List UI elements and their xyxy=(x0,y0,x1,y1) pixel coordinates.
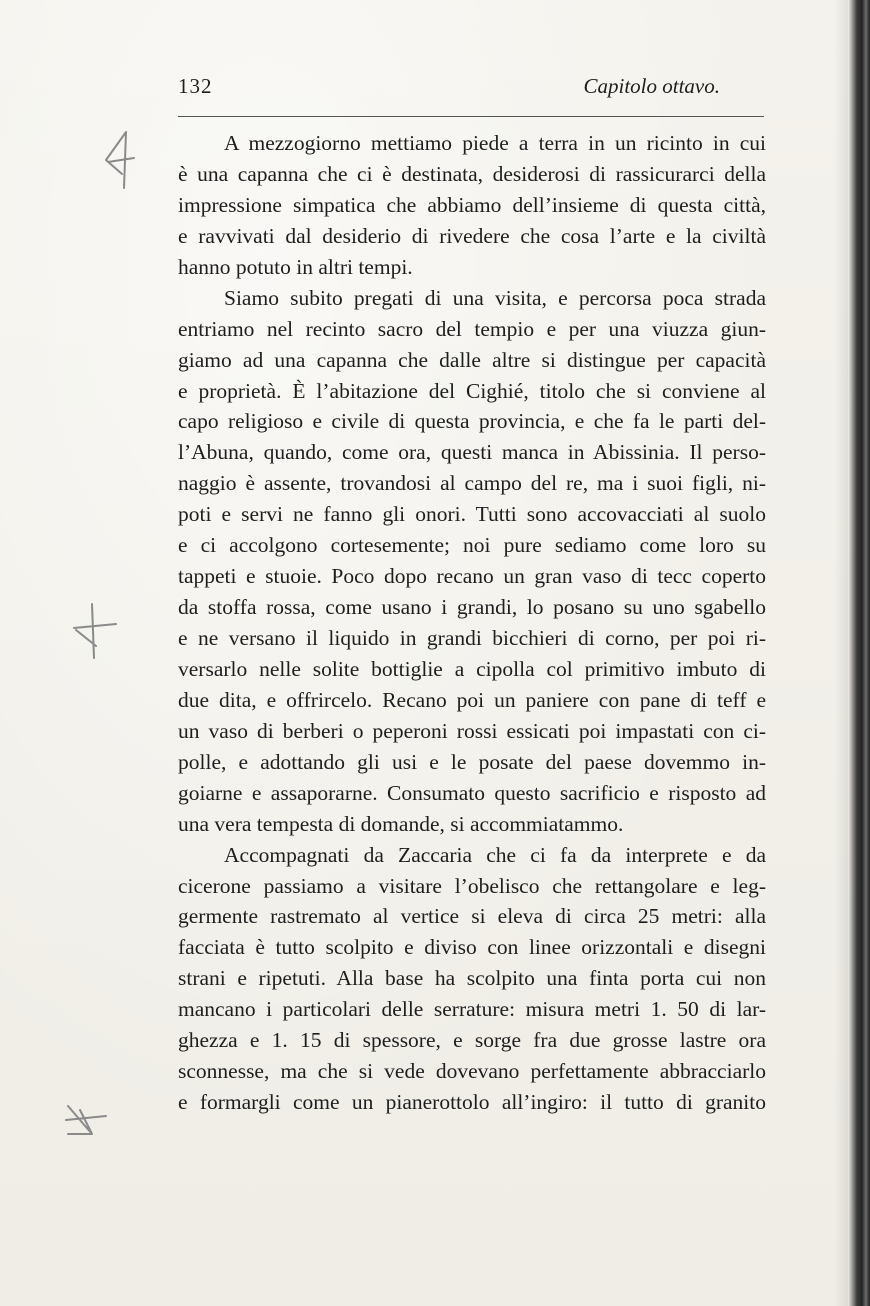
text-line: un vaso di berberi o peperoni rossi essicati poi impastati con ci- xyxy=(178,718,766,743)
pencil-mark-icon xyxy=(62,1100,112,1140)
text-line: germente rastremato al vertice si eleva di circa 25 metri: alla xyxy=(178,904,766,929)
text-line: Siamo subito pregati di una visita, e percorsa poca strada xyxy=(224,285,766,310)
text-line: naggio è assente, trovandosi al campo del re, ma i suoi figli, ni- xyxy=(178,471,766,496)
text-line: è una capanna che ci è destinata, desiderosi di rassicurarci della xyxy=(178,161,766,186)
pencil-mark-icon xyxy=(100,122,140,192)
text-line: una vera tempesta di domande, si accommiatammo. xyxy=(178,811,624,836)
text-line: e ravvivati dal desiderio di rivedere che cosa l’arte e la civiltà xyxy=(178,223,766,248)
text-line: A mezzogiorno mettiamo piede a terra in un ricinto in cui xyxy=(224,131,766,155)
body-text xyxy=(178,128,766,1118)
binding-shadow xyxy=(834,0,848,1306)
text-line: e proprietà. È l’abitazione del Cighié, titolo che si conviene al xyxy=(178,378,766,403)
pencil-mark-icon xyxy=(70,600,120,660)
text-line: hanno potuto in altri tempi. xyxy=(178,254,413,279)
chapter-title: Capitolo ottavo. xyxy=(583,74,720,98)
book-binding-edge xyxy=(848,0,870,1306)
text-line: cicerone passiamo a visitare l’obelisco che rettangolare e leg- xyxy=(178,873,766,898)
header-rule xyxy=(178,116,764,117)
text-line: entriamo nel recinto sacro del tempio e per una viuzza giun- xyxy=(178,316,766,341)
text-line: ghezza e 1. 15 di spessore, e sorge fra due grosse lastre ora xyxy=(178,1028,766,1053)
text-line: sconnesse, ma che si vede dovevano perfettamente abbracciarlo xyxy=(178,1059,766,1084)
running-head xyxy=(178,74,768,104)
text-line: e ci accolgono cortesemente; noi pure sediamo come loro su xyxy=(178,533,766,558)
text-line: facciata è tutto scolpito e diviso con linee orizzontali e disegni xyxy=(178,935,766,960)
text-line: Accompagnati da Zaccaria che ci fa da interprete e da xyxy=(224,842,766,867)
text-line: e ne versano il liquido in grandi bicchieri di corno, per poi ri- xyxy=(178,626,766,650)
text-line: poti e servi ne fanno gli onori. Tutti sono accovacciati al suolo xyxy=(178,502,766,527)
text-line: strani e ripetuti. Alla base ha scolpito una finta porta cui non xyxy=(178,966,766,991)
text-line: tappeti e stuoie. Poco dopo recano un gran vaso di tecc coperto xyxy=(178,564,766,589)
text-line: impressione simpatica che abbiamo dell’insieme di questa città, xyxy=(178,192,766,217)
text-line: goiarne e assaporarne. Consumato questo sacrificio e risposto ad xyxy=(178,780,766,805)
text-line: capo religioso e civile di questa provincia, e che fa le parti del- xyxy=(178,409,766,434)
text-line: mancano i particolari delle serrature: misura metri 1. 50 di lar- xyxy=(178,997,766,1022)
text-line: l’Abuna, quando, come ora, questi manca in Abissinia. Il perso- xyxy=(178,440,766,465)
text-line: da stoffa rossa, come usano i grandi, lo posano su uno sgabello xyxy=(178,595,766,620)
text-line: giamo ad una capanna che dalle altre si distingue per capacità xyxy=(178,347,766,372)
text-line: due dita, e offrircelo. Recano poi un paniere con pane di teff e xyxy=(178,687,766,712)
text-line: versarlo nelle solite bottiglie a cipolla col primitivo imbuto di xyxy=(178,656,766,681)
page-number: 132 xyxy=(178,74,213,98)
text-line: e formargli come un pianerottolo all’ingiro: il tutto di granito xyxy=(178,1090,766,1115)
text-line: polle, e adottando gli usi e le posate del paese dovemmo in- xyxy=(178,749,766,774)
